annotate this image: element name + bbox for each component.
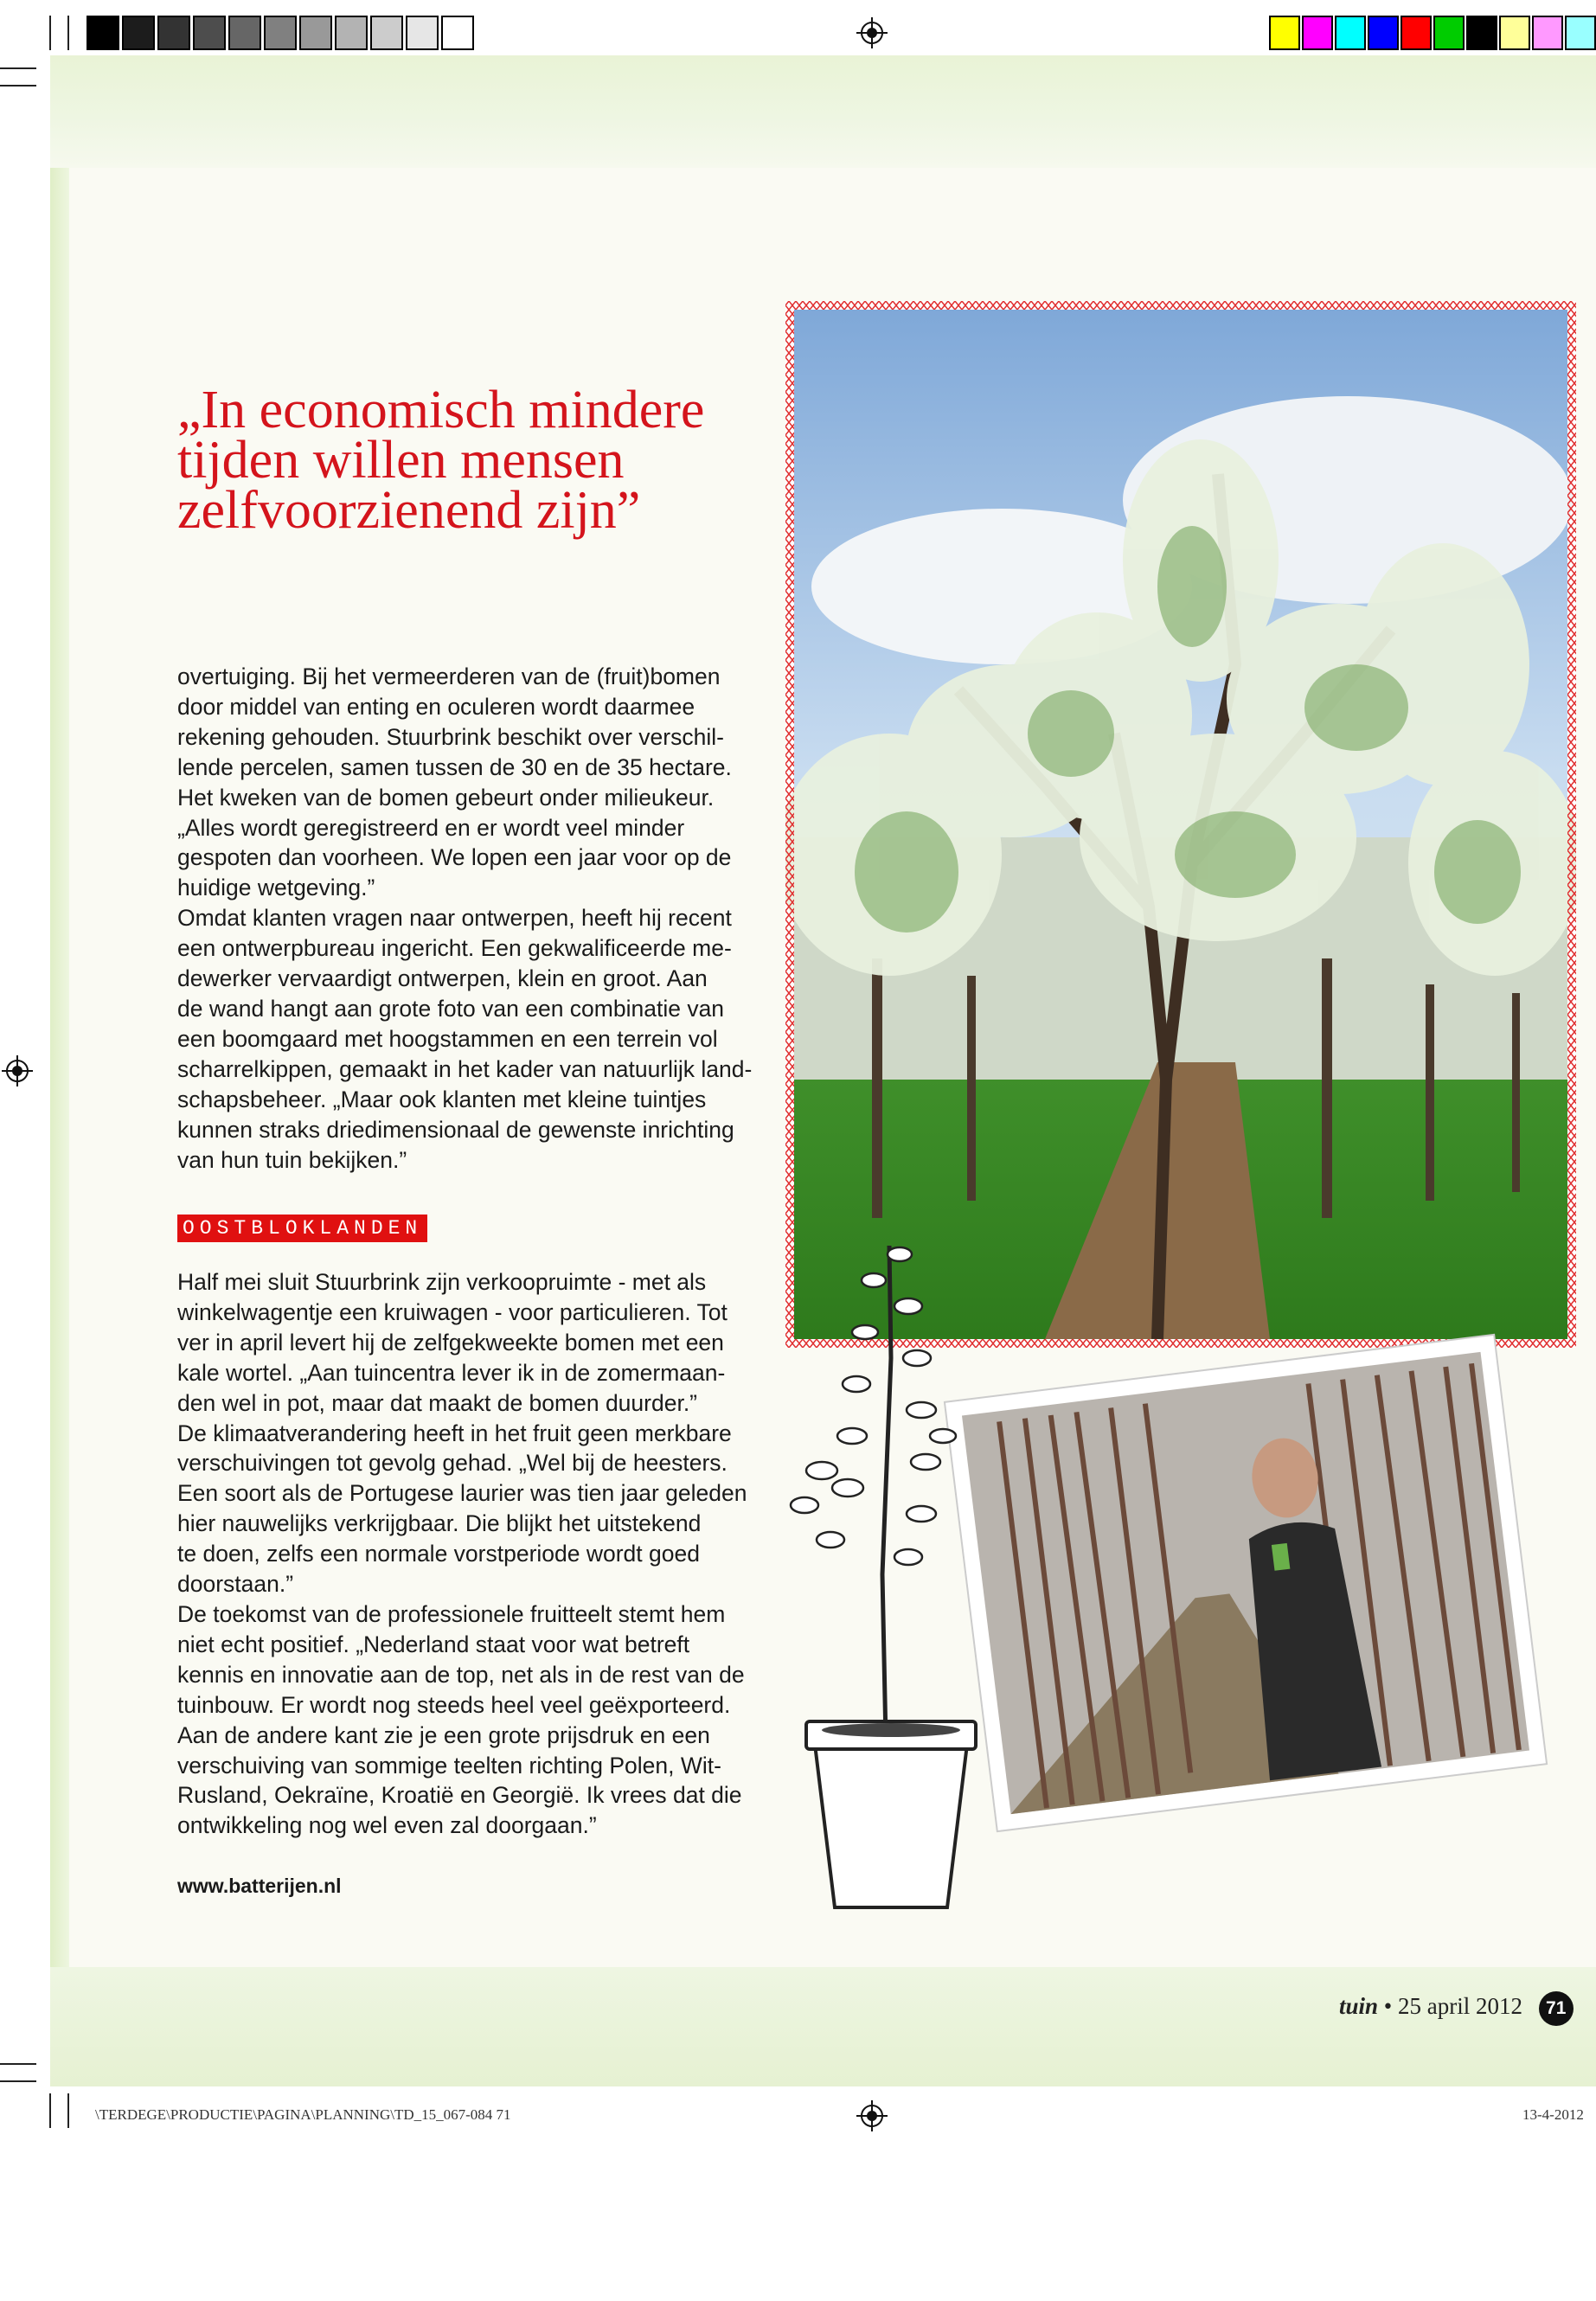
gray-swatch <box>122 16 155 50</box>
gray-swatch <box>264 16 297 50</box>
color-swatch <box>1433 16 1465 50</box>
body-line: ontwikkeling nog wel even zal doorgaan.” <box>177 1812 597 1839</box>
orchard-blossom-photo <box>785 301 1576 1348</box>
body-line: gespoten dan voorheen. We lopen een jaar voor op de <box>177 844 732 871</box>
body-line: tuinbouw. Er wordt nog steeds heel veel geëxporteerd. <box>177 1691 731 1718</box>
body-line: De klimaatverandering heeft in het fruit geen merkbare <box>177 1420 732 1446</box>
website-link[interactable]: www.batterijen.nl <box>177 1875 342 1897</box>
registration-mark-icon <box>2 1055 33 1086</box>
body-line: Een soort als de Portugese laurier was tien jaar geleden <box>177 1480 747 1507</box>
body-line: lende percelen, samen tussen de 30 en de 35 hectare. <box>177 753 732 780</box>
body-line: hier nauwelijks verkrijgbaar. Die blijkt het uitstekend <box>177 1510 702 1537</box>
color-swatch <box>1532 16 1563 50</box>
footer-separator: • <box>1383 1993 1393 2020</box>
body-line: kennis en innovatie aan de top, net als in de rest van de <box>177 1661 745 1688</box>
body-line: door middel van enting en oculeren wordt daarmee <box>177 693 695 720</box>
body-line: winkelwagentje een kruiwagen - voor particulieren. Tot <box>177 1298 727 1325</box>
crop-mark <box>0 2080 36 2082</box>
color-swatch <box>1565 16 1596 50</box>
body-line: kunnen straks driedimensionaal de gewenste inrichting <box>177 1116 734 1143</box>
body-line: een boomgaard met hoogstammen en een terrein vol <box>177 1025 718 1052</box>
pull-quote: „In economisch mindere tijden willen mensen zelfvoorzienend zijn” <box>177 381 705 540</box>
gray-swatch <box>335 16 368 50</box>
body-line: „Alles wordt geregistreerd en er wordt veel minder <box>177 814 685 841</box>
body-line: een ontwerpbureau ingericht. Een gekwalificeerde me- <box>177 935 732 962</box>
bottom-green-band <box>50 1967 1596 2086</box>
color-swatch <box>1335 16 1366 50</box>
gray-swatch <box>193 16 226 50</box>
crop-mark <box>0 67 36 69</box>
body-line: rekening gehouden. Stuurbrink beschikt over verschil- <box>177 723 724 750</box>
color-swatch <box>1401 16 1432 50</box>
body-line: Omdat klanten vragen naar ontwerpen, heeft hij recent <box>177 905 732 932</box>
body-line: schapsbeheer. „Maar ook klanten met kleine tuintjes <box>177 1086 707 1112</box>
body-line: van hun tuin bekijken.” <box>177 1146 407 1173</box>
color-swatch <box>1302 16 1333 50</box>
section-heading: OOSTBLOKLANDEN <box>177 1215 427 1242</box>
page-number-badge: 71 <box>1539 1991 1574 2026</box>
color-swatch <box>1499 16 1530 50</box>
registration-mark-icon <box>856 2100 888 2131</box>
gray-swatch <box>406 16 439 50</box>
magazine-brand: tuin <box>1339 1993 1379 2020</box>
body-line: dewerker vervaardigt ontwerpen, klein en groot. Aan <box>177 965 708 992</box>
body-line: kale wortel. „Aan tuincentra lever ik in de zomermaan- <box>177 1359 726 1386</box>
color-swatch <box>1368 16 1399 50</box>
gray-swatch <box>370 16 403 50</box>
crop-mark <box>67 16 69 50</box>
article-body-part-2 <box>177 1267 766 1841</box>
registration-mark-icon <box>856 17 888 48</box>
gray-swatch <box>157 16 190 50</box>
body-line: huidige wetgeving.” <box>177 875 375 901</box>
color-swatch <box>1269 16 1300 50</box>
gray-swatch <box>441 16 474 50</box>
body-line: ver in april levert hij de zelfgekweekte bomen met een <box>177 1329 724 1356</box>
crop-mark <box>67 2093 69 2128</box>
body-line: den wel in pot, maar dat maakt de bomen duurder.” <box>177 1389 698 1416</box>
body-line: scharrelkippen, gemaakt in het kader van natuurlijk land- <box>177 1055 753 1082</box>
article-body-part-1 <box>177 662 766 1175</box>
body-line: doorstaan.” <box>177 1571 294 1598</box>
color-swatch <box>1466 16 1497 50</box>
body-line: verschuiving van sommige teelten richting Polen, Wit- <box>177 1752 721 1779</box>
top-green-band <box>50 55 1596 168</box>
crop-mark <box>0 85 36 87</box>
body-line: Rusland, Oekraïne, Kroatië en Georgië. Ik vrees dat die <box>177 1782 742 1809</box>
body-line: overtuiging. Bij het vermeerderen van de (fruit)bomen <box>177 663 721 689</box>
body-line: Half mei sluit Stuurbrink zijn verkoopruimte - met als <box>177 1269 707 1295</box>
body-line: te doen, zelfs een normale vorstperiode wordt goed <box>177 1541 700 1567</box>
body-line: niet echt positief. „Nederland staat voor wat betreft <box>177 1631 690 1657</box>
gray-swatch <box>299 16 332 50</box>
body-line: De toekomst van de professionele fruitteelt stemt hem <box>177 1600 726 1627</box>
potted-tree-illustration <box>770 1228 995 1920</box>
body-line: verschuivingen tot gevolg gehad. „Wel bij de heesters. <box>177 1450 727 1477</box>
crop-mark <box>0 2063 36 2065</box>
gray-swatch <box>87 16 119 50</box>
left-green-band <box>50 168 69 1967</box>
body-line: de wand hangt aan grote foto van een combinatie van <box>177 995 725 1022</box>
body-line: Aan de andere kant zie je een grote prijsdruk en een <box>177 1721 710 1748</box>
print-slug-path: \TERDEGE\PRODUCTIE\PAGINA\PLANNING\TD_15_067-084 71 <box>95 2106 511 2123</box>
issue-date: 25 april 2012 <box>1398 1993 1522 2020</box>
crop-mark <box>49 2093 51 2128</box>
crop-mark <box>49 16 51 50</box>
body-line: Het kweken van de bomen gebeurt onder milieukeur. <box>177 784 715 811</box>
gray-swatch <box>228 16 261 50</box>
print-slug-date: 13-4-2012 <box>1522 2106 1584 2123</box>
grower-in-nursery-photo <box>934 1332 1557 1834</box>
page-footer <box>1339 1991 1574 2026</box>
